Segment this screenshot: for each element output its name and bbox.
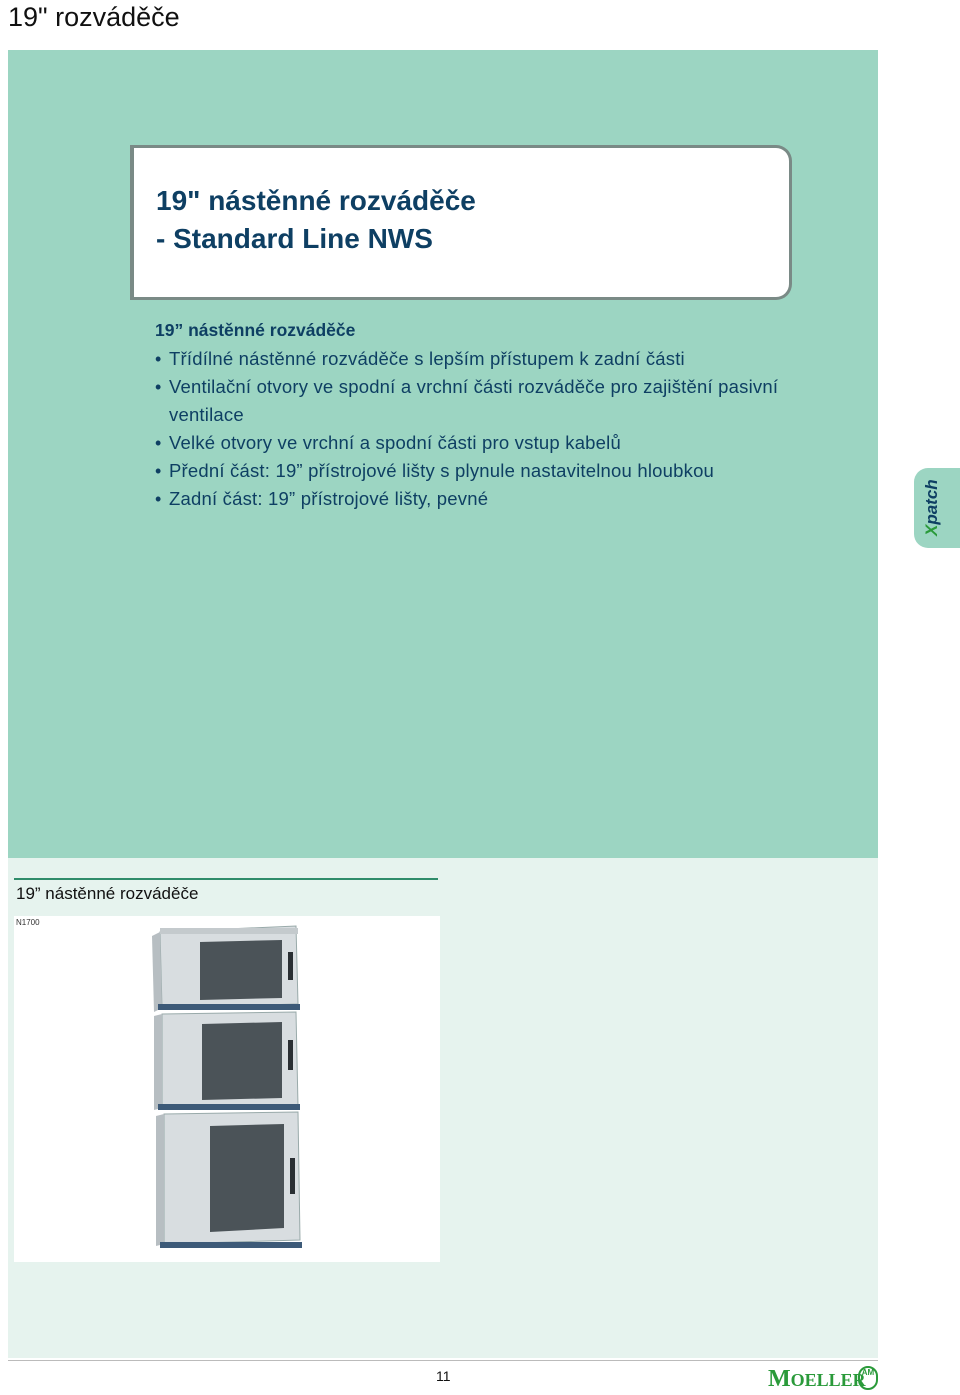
feature-item — [155, 345, 855, 373]
bullet-icon: • — [155, 461, 162, 481]
moeller-logo — [768, 1366, 866, 1393]
product-divider — [14, 878, 438, 880]
feature-text: Zadní část: 19” přístrojové lišty, pevné — [169, 488, 489, 509]
feature-item — [155, 373, 855, 429]
title-card — [130, 145, 792, 300]
logo-rest: OELLER — [790, 1370, 866, 1390]
footer-divider — [8, 1360, 878, 1361]
side-tab-label — [922, 479, 942, 536]
feature-list-section — [155, 317, 855, 513]
cabinet-bottom-module — [156, 1112, 302, 1248]
product-code: N1700 — [16, 918, 40, 927]
bullet-icon: • — [155, 433, 162, 453]
cabinet-top-module — [152, 926, 300, 1012]
title-card-line-2: - Standard Line NWS — [156, 223, 433, 254]
bullet-icon: • — [155, 349, 162, 369]
product-photo — [14, 916, 440, 1262]
feature-item — [155, 429, 855, 457]
logo-mark-icon: AM — [858, 1366, 878, 1390]
bullet-icon: • — [155, 489, 162, 509]
side-tab-prefix: X — [922, 524, 941, 536]
page-title: 19" rozváděče — [8, 2, 180, 32]
side-tab-xpatch[interactable] — [914, 468, 960, 548]
logo-initial: M — [768, 1366, 791, 1392]
bullet-icon: • — [155, 377, 162, 397]
product-heading: 19” nástěnné rozváděče — [16, 884, 199, 903]
feature-list — [155, 345, 855, 513]
feature-item — [155, 485, 855, 513]
feature-text: Ventilační otvory ve spodní a vrchní části rozváděče pro zajištění pasivní ventilace — [169, 376, 779, 425]
feature-heading: 19” nástěnné rozváděče — [155, 320, 356, 340]
feature-text: Velké otvory ve vrchní a spodní části pro vstup kabelů — [169, 432, 621, 453]
cabinet-image — [14, 916, 440, 1262]
feature-item — [155, 457, 855, 485]
title-card-line-1: 19" nástěnné rozváděče — [156, 185, 476, 216]
feature-text: Třídílné nástěnné rozváděče s lepším přístupem k zadní části — [169, 348, 685, 369]
page-number: 11 — [436, 1368, 451, 1384]
cabinet-middle-module — [154, 1012, 300, 1110]
feature-text: Přední část: 19” přístrojové lišty s plynule nastavitelnou hloubkou — [169, 460, 715, 481]
side-tab-text: patch — [922, 479, 941, 525]
